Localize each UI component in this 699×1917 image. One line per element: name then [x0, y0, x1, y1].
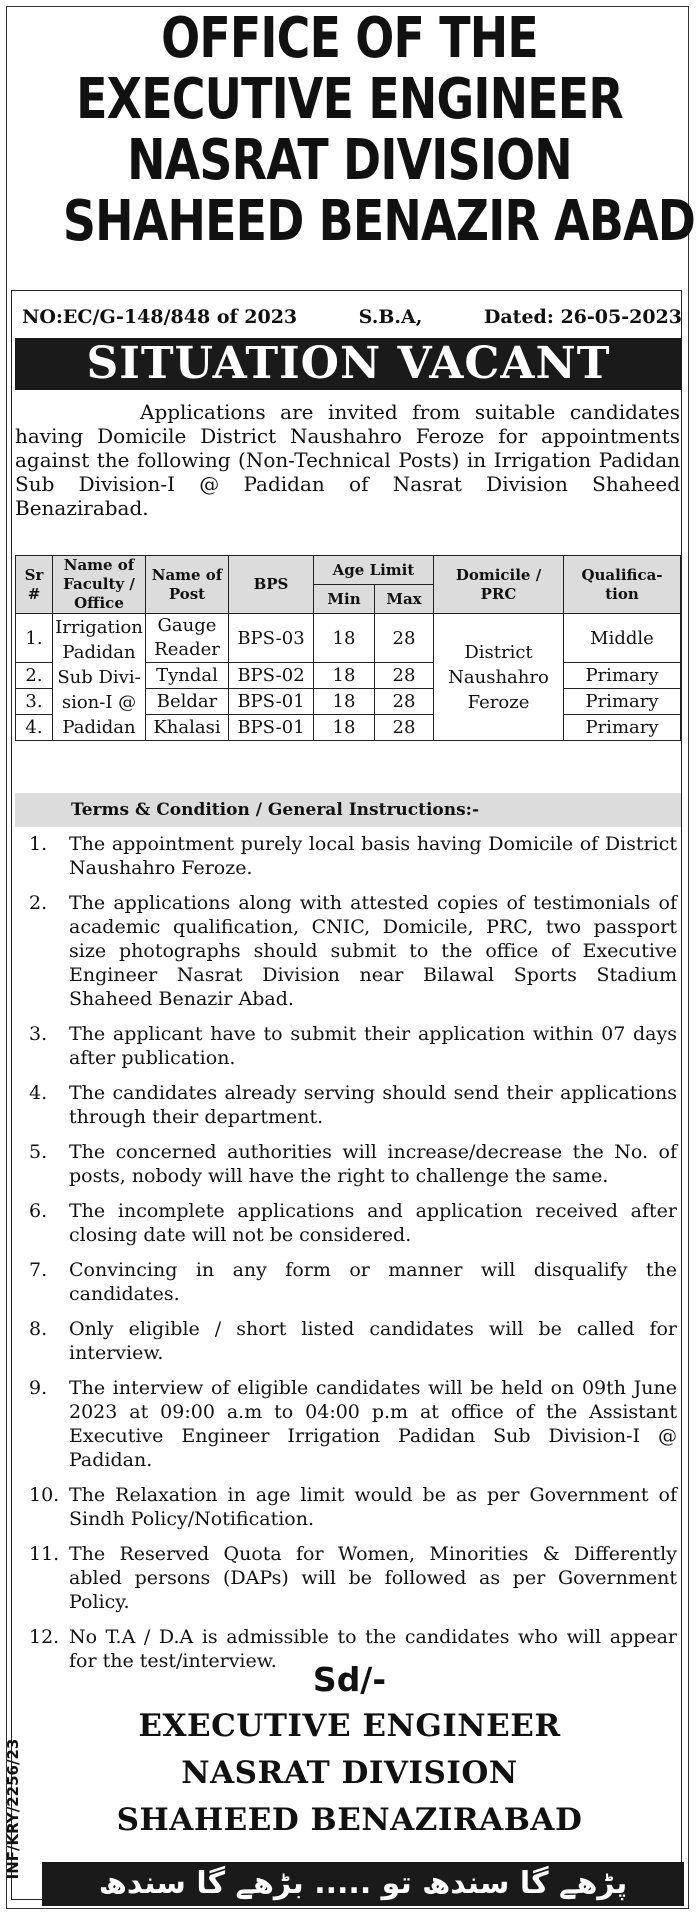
list-item	[15, 1140, 677, 1188]
header-line: EXECUTIVE ENGINEER	[76, 67, 623, 132]
header-line: NASRAT DIVISION	[127, 128, 572, 193]
cell-sr: 4.	[16, 715, 53, 741]
col-bps: BPS	[229, 556, 314, 614]
signature-location: SHAHEED BENAZIRABAD	[116, 1802, 583, 1838]
reference-number: NO:EC/G-148/848 of 2023	[22, 306, 298, 328]
term-number: 5.	[29, 1141, 48, 1163]
cell-min: 18	[314, 715, 375, 741]
term-number: 3.	[29, 1023, 48, 1045]
terms-title: Terms & Condition / General Instructions:-	[15, 793, 681, 827]
cell-post: Tyndal	[146, 663, 229, 689]
term-text: The applications along with attested copies of testimonials of academic qualification, CNIC, Domicile, PRC, two passport size photographs should submit to the office of Executive Engineer Nasrat Division near Bilawal Sports Stadium Shaheed Benazir Abad.	[69, 892, 677, 1010]
cell-post: Beldar	[146, 689, 229, 715]
table-row	[16, 614, 681, 663]
domicile-line: Naushahro	[448, 666, 549, 688]
signature-division: NASRAT DIVISION	[181, 1755, 518, 1791]
sindh-slogan: پڑھے گا سندھ تو ..... بڑھے گا سندھ	[42, 1862, 684, 1906]
faculty-line: Padidan	[62, 641, 136, 663]
cell-bps: BPS-02	[229, 663, 314, 689]
list-item	[15, 1376, 677, 1472]
cell-max: 28	[375, 689, 434, 715]
posts-table	[15, 555, 681, 741]
term-text: The interview of eligible candidates will be held on 09th June 2023 at 09:00 a.m to 04:00 p.m at office of the Assistant Executive Engineer Irrigation Padidan Sub Division-I @ Padidan.	[69, 1377, 677, 1471]
term-number: 4.	[29, 1082, 48, 1104]
signature-title: EXECUTIVE ENGINEER	[138, 1708, 561, 1744]
faculty-line: sion-I @	[61, 691, 137, 713]
cell-domicile	[434, 614, 564, 741]
list-item	[15, 1199, 677, 1247]
cell-bps: BPS-03	[229, 614, 314, 663]
term-number: 7.	[29, 1259, 48, 1281]
terms-list	[15, 832, 677, 1684]
cell-post: Gauge Reader	[146, 614, 229, 663]
col-post: Name of Post	[146, 556, 229, 614]
header-line: SHAHEED BENAZIR ABAD	[62, 189, 696, 254]
term-text: The concerned authorities will increase/decrease the No. of posts, nobody will have the right to challenge the same.	[69, 1141, 677, 1187]
header-line: OFFICE OF THE	[161, 6, 538, 71]
list-item	[15, 1317, 677, 1365]
cell-qualification: Primary	[564, 689, 681, 715]
cell-qualification: Primary	[564, 663, 681, 689]
office-header	[62, 6, 696, 254]
term-number: 2.	[29, 892, 48, 914]
list-item	[15, 1483, 677, 1531]
term-text: Only eligible / short listed candidates will be called for interview.	[69, 1318, 677, 1364]
cell-sr: 3.	[16, 689, 53, 715]
publication-code: INF/KRY/2256/23	[4, 1738, 22, 1880]
term-text: The appointment purely local basis having Domicile of District Naushahro Feroze.	[69, 833, 677, 879]
list-item	[15, 1081, 677, 1129]
reference-line	[22, 306, 682, 328]
list-item	[15, 891, 677, 1011]
term-number: 1.	[29, 833, 48, 855]
col-faculty: Name of Faculty / Office	[53, 556, 146, 614]
col-domicile: Domicile / PRC	[434, 556, 564, 614]
term-number: 11.	[29, 1543, 60, 1565]
term-text: The Reserved Quota for Women, Minorities & Differently abled persons (DAPs) will be followed as per Government Policy.	[69, 1543, 677, 1613]
term-text: The incomplete applications and application received after closing date will not be considered.	[69, 1200, 677, 1246]
cell-sr: 1.	[16, 614, 53, 663]
situation-vacant-banner: SITUATION VACANT	[15, 338, 682, 390]
col-qualification: Qualifica-tion	[564, 556, 681, 614]
place-code: S.B.A,	[358, 306, 423, 328]
col-age-limit: Age Limit	[314, 556, 434, 585]
term-number: 10.	[29, 1484, 60, 1506]
term-number: 9.	[29, 1377, 48, 1399]
term-text: The applicant have to submit their application within 07 days after publication.	[69, 1023, 677, 1069]
cell-max: 28	[375, 614, 434, 663]
cell-bps: BPS-01	[229, 715, 314, 741]
cell-faculty	[53, 614, 146, 741]
cell-qualification: Middle	[564, 614, 681, 663]
faculty-line: Padidan	[62, 716, 136, 738]
cell-min: 18	[314, 614, 375, 663]
cell-min: 18	[314, 663, 375, 689]
term-text: No T.A / D.A is admissible to the candidates who will appear for the test/interview.	[69, 1626, 677, 1672]
domicile-line: District	[464, 641, 533, 663]
cell-post: Khalasi	[146, 715, 229, 741]
cell-max: 28	[375, 715, 434, 741]
cell-sr: 2.	[16, 663, 53, 689]
faculty-line: Sub Divi-	[57, 666, 141, 688]
term-text: The candidates already serving should send their applications through their department.	[69, 1082, 677, 1128]
col-sr: Sr #	[16, 556, 53, 614]
col-age-min: Min	[314, 585, 375, 614]
term-number: 12.	[29, 1626, 60, 1648]
term-number: 8.	[29, 1318, 48, 1340]
col-age-max: Max	[375, 585, 434, 614]
term-text: The Relaxation in age limit would be as per Government of Sindh Policy/Notification.	[69, 1484, 677, 1530]
cell-bps: BPS-01	[229, 689, 314, 715]
term-text: Convincing in any form or manner will disqualify the candidates.	[69, 1259, 677, 1305]
list-item	[15, 1542, 677, 1614]
list-item	[15, 1258, 677, 1306]
list-item	[15, 832, 677, 880]
intro-paragraph: Applications are invited from suitable candidates having Domicile District Naushahro Feroze for appointments against the following (Non-Technical Posts) in Irrigation Padidan Sub Division-I @ Padidan of Nasrat Division Shaheed Benazirabad.	[15, 400, 680, 520]
cell-max: 28	[375, 663, 434, 689]
cell-min: 18	[314, 689, 375, 715]
faculty-line: Irrigation	[55, 616, 143, 638]
domicile-line: Feroze	[467, 691, 530, 713]
date: Dated: 26-05-2023	[483, 306, 682, 328]
cell-qualification: Primary	[564, 715, 681, 741]
term-number: 6.	[29, 1200, 48, 1222]
signature-sd: Sd/-	[312, 1660, 387, 1699]
list-item	[15, 1022, 677, 1070]
